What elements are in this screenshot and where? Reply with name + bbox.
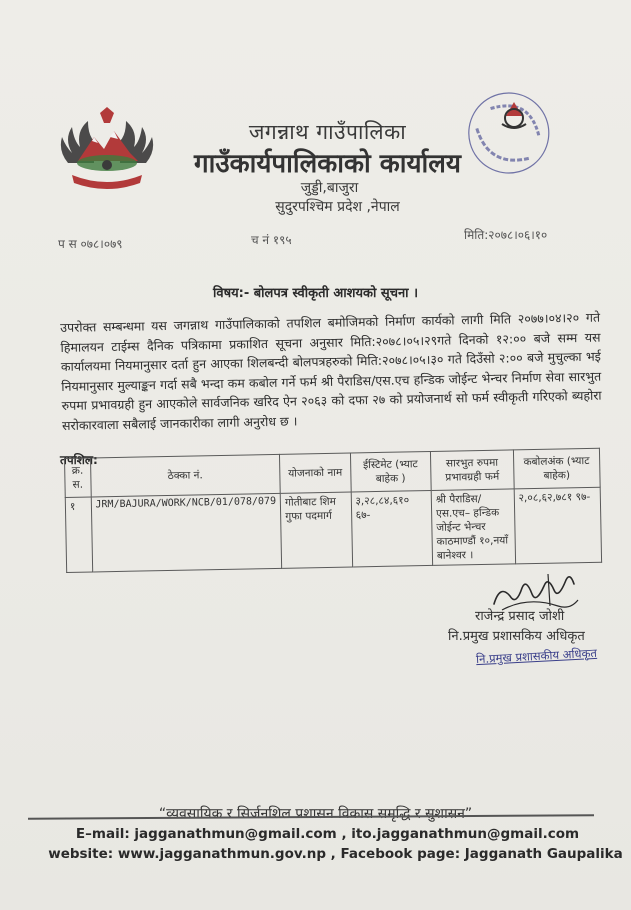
signatory-stamp: नि.प्रमुख प्रशासकीय अधिकृत (475, 645, 598, 667)
letter-date: मिति:२०७८।०६।१० (464, 228, 548, 242)
cell-sn: १ (65, 497, 92, 572)
dispatch-number: च नं १९५ (251, 233, 292, 247)
signatory-name: राजेन्द्र प्रसाद जोशी (475, 609, 565, 624)
footer-motto: “व्यवसायिक र सिर्जनशिल प्रशासन विकास समृद्धि र सुशासन” (158, 806, 473, 822)
col-header-bid: कबोलअंक (भ्याट बाहेक) (513, 448, 600, 489)
subject-line: विषय:- बोलपत्र स्वीकृती आशयको सूचना । (212, 286, 419, 301)
table-row (65, 487, 601, 572)
notice-body: उपरोक्त सम्बन्धमा यस जगन्नाथ गाउँपालिकाको तपशिल बमोजिमको निर्माण कार्यको लागी मिति २०७७।०४।२० गते हिमालयन टाईम्स दैनिक पत्रिकामा प्रकाशित सूचना अनुसार मिति:२०७८।०५।२९गते दिनको १२:०० बजे सम्म यस कार्यालयमा नियमानुसार दर्ता हुन आएका शिलबन्दी बोलपत्रहरुको मिति:२०७८।०५।३० गते दिउँसो २:०० बजे मुचुल्का भई नियमानुसार मुल्याङ्कन गर्दा सबै भन्दा कम कबोल गर्ने फर्म श्री पैराडिस/एस.एच हन्डिक जोईन्ट भेन्चर निर्माण सेवा सारभुत रुपमा प्रभावग्रही हुन आएकोले सार्वजनिक खरिद ऐन २०६३ को दफा २७ को प्रयोजनार्थ सो फर्म स्वीकृती गरिएको ब्यहोरा सरोकारवाला सबैलाई जानकारीका लागी अनुरोध छ । (60, 309, 602, 433)
cell-estimate: ३,२८,८४,६१० ६७- (351, 490, 433, 567)
cell-name: गोतीबाट शिम गुफा पदमार्ग (280, 492, 352, 568)
cell-contract: JRM/BAJURA/WORK/NCB/01/078/079 (91, 493, 282, 572)
cell-firm: श्री पैराडिस/एस.एच– हन्डिक जोईन्ट भेन्चर काठमाण्डौं १०,नयाँ बानेश्वर । (431, 489, 515, 566)
office-province: सुदुरपश्चिम प्रदेश ,नेपाल (275, 199, 400, 215)
office-location: जुड्डी,बाजुरा (300, 180, 359, 196)
col-header-estimate: ईस्टिमेट (भ्याट बाहेक ) (350, 451, 431, 492)
office-title: गाउँकार्यपालिकाको कार्यालय (194, 149, 461, 179)
col-header-contract: ठेक्का नं. (90, 454, 280, 497)
footer-email: E–mail: jagganathmun@gmail.com , ito.jagganathmun@gmail.com (75, 826, 580, 842)
footer-website: website: www.jagganathmun.gov.np , Facebook page: Jagganath Gaupalika (48, 846, 623, 862)
col-header-name: योजनाको नाम (280, 453, 351, 493)
letter-number: प स ०७८।०७९ (58, 237, 123, 251)
table-label: तपशिल: (60, 453, 98, 467)
cell-bid: २,०८,६२,७८१ ९७- (514, 487, 602, 564)
col-header-firm: सारभुत रुपमा प्रभावग्रही फर्म (430, 450, 513, 491)
details-table (64, 448, 602, 573)
signatory-designation: नि.प्रमुख प्रशासकिय अधिकृत (448, 629, 585, 644)
col-header-sn: क्र. स. (65, 458, 91, 497)
municipality-name: जगन्नाथ गाउँपालिका (248, 120, 407, 144)
